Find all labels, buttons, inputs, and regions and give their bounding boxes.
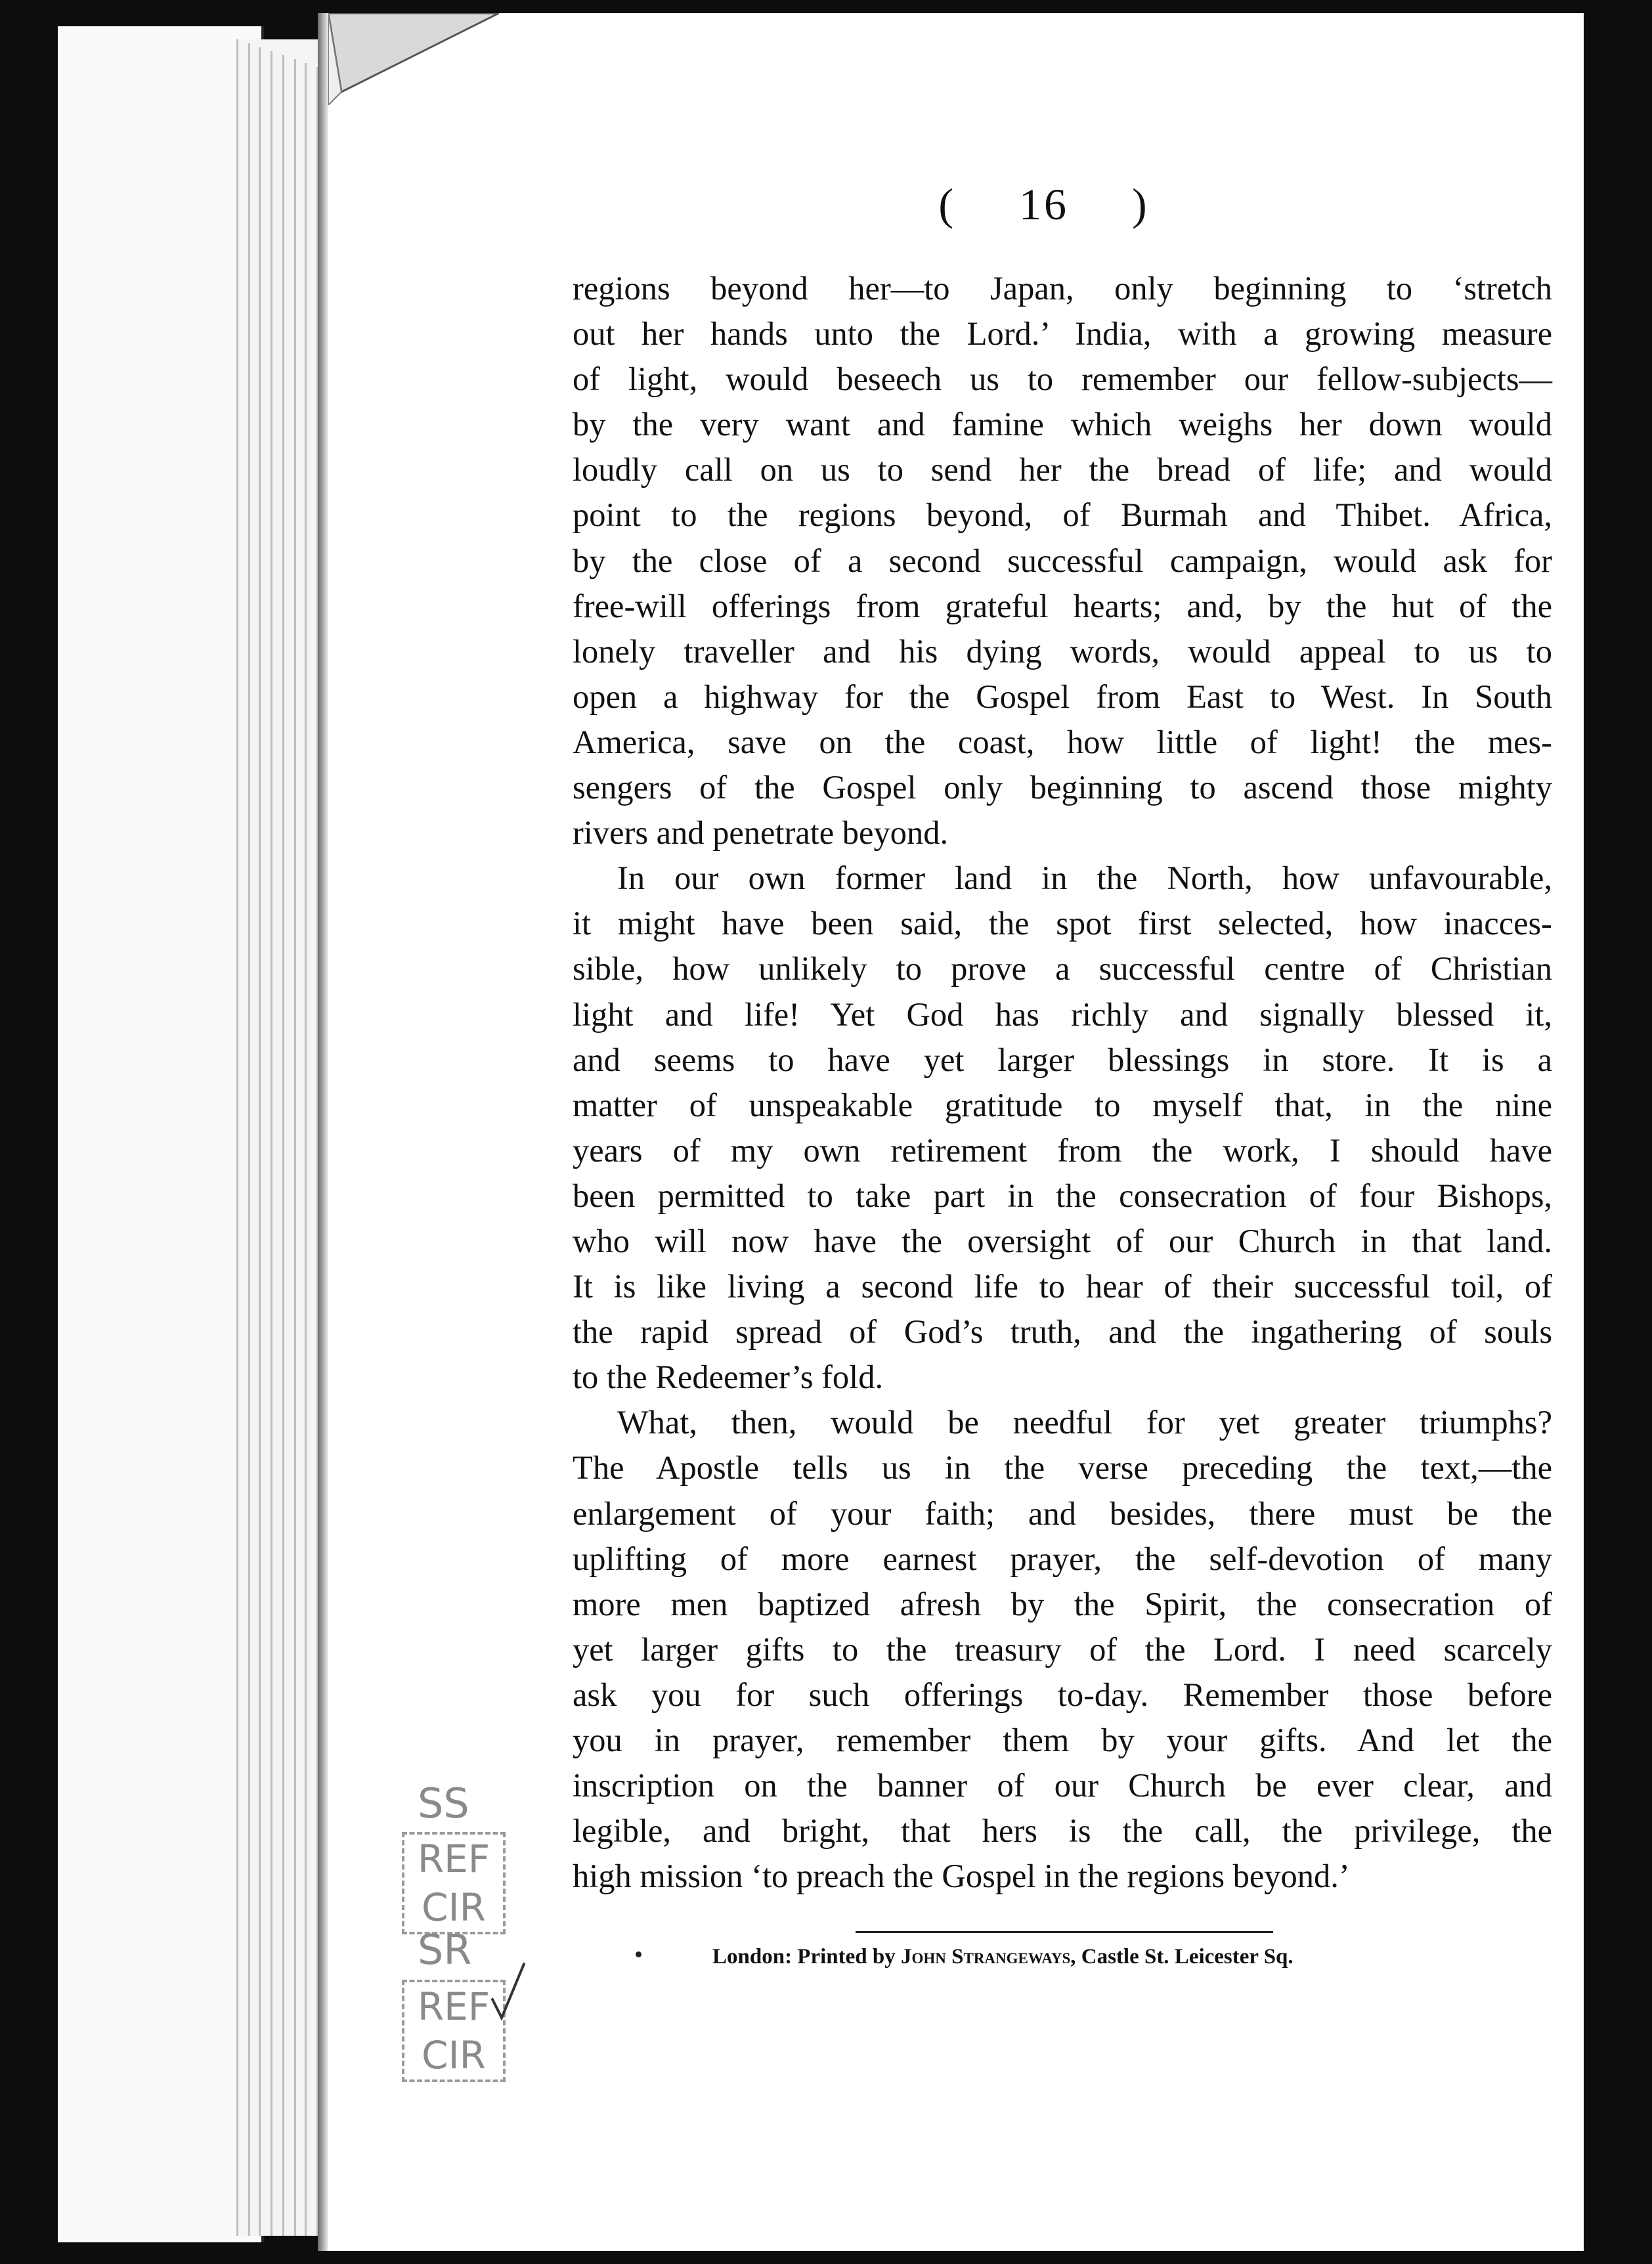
paragraph — [573, 856, 1552, 1400]
text-line: it might have been said, the spot first selected, how inacces- — [573, 905, 1552, 942]
text-line: out her hands unto the Lord.’ India, with a growing measure — [573, 315, 1552, 353]
text-line: It is like living a second life to hear of their successful toil, of — [573, 1268, 1552, 1305]
open-parenthesis: ( — [938, 179, 956, 229]
text-line: matter of unspeakable gratitude to myself that, in the nine — [573, 1086, 1552, 1123]
text-line: the rapid spread of God’s truth, and the ingathering of souls — [573, 1313, 1552, 1351]
text-line: legible, and bright, that hers is the call, the privilege, the — [573, 1812, 1552, 1850]
stamp-ss-label: SS — [418, 1779, 469, 1827]
text-line: sible, how unlikely to prove a successful centre of Christian — [573, 950, 1552, 988]
text-line: years of my own retirement from the work, I should have — [573, 1131, 1552, 1169]
text-line: point to the regions beyond, of Burmah and Thibet. Africa, — [573, 496, 1552, 534]
text-line: loudly call on us to send her the bread of life; and would — [573, 451, 1552, 489]
text-line: by the close of a second successful campaign, would ask for — [573, 542, 1552, 579]
text-line: free-will offerings from grateful hearts; and, by the hut of the — [573, 587, 1552, 624]
text-line: lonely traveller and his dying words, would appeal to us to — [573, 632, 1552, 670]
stamp-ref-text: REF — [417, 1837, 490, 1881]
imprint-suffix: , Castle St. Leicester Sq. — [1070, 1945, 1293, 1969]
imprint-printer: John Strangeways — [900, 1945, 1071, 1969]
previous-page-margin — [58, 26, 264, 2242]
text-line: yet larger gifts to the treasury of the Lord. I need scarcely — [573, 1630, 1552, 1668]
text-line: ask you for such offerings to-day. Remember those before — [573, 1676, 1552, 1713]
stamp-cir-text: CIR — [422, 1885, 486, 1930]
text-line: regions beyond her—to Japan, only beginning to ‘stretch — [573, 270, 1552, 307]
text-line: In our own former land in the North, how unfavourable, — [617, 860, 1552, 897]
imprint-prefix: London: Printed by — [712, 1945, 901, 1969]
imprint-bullet — [636, 1951, 641, 1957]
stamp-ref-text: REF — [417, 1984, 490, 2029]
close-parenthesis: ) — [1132, 179, 1150, 229]
text-line: by the very want and famine which weighs her down would — [573, 406, 1552, 443]
paragraph — [573, 266, 1552, 856]
stamp-cir-text: CIR — [422, 2033, 486, 2078]
text-line: more men baptized afresh by the Spirit, the consecration of — [573, 1585, 1552, 1622]
text-line: light and life! Yet God has richly and signally blessed it, — [573, 995, 1552, 1033]
text-line: enlargement of your faith; and besides, there must be the — [573, 1494, 1552, 1532]
footer-rule — [856, 1931, 1273, 1933]
page-number — [906, 179, 1182, 230]
text-line: of light, would beseech us to remember our fellow-subjects— — [573, 360, 1552, 398]
stamp-ref-cir-top — [402, 1832, 506, 1934]
text-line: The Apostle tells us in the verse preceding the text,—the — [573, 1449, 1552, 1487]
check-mark-icon — [489, 1960, 528, 2026]
text-line: high mission ‘to preach the Gospel in the regions beyond.’ — [573, 1858, 1350, 1895]
text-line: uplifting of more earnest prayer, the self-devotion of many — [573, 1540, 1552, 1577]
page-number-value: 16 — [1019, 179, 1069, 229]
text-line: open a highway for the Gospel from East to West. In South — [573, 678, 1552, 715]
text-line: rivers and penetrate beyond. — [573, 814, 949, 852]
paragraph — [573, 1400, 1552, 1899]
text-line: been permitted to take part in the consecration of four Bishops, — [573, 1177, 1552, 1214]
text-line: to the Redeemer’s fold. — [573, 1359, 884, 1396]
text-line: who will now have the oversight of our Church in that land. — [573, 1222, 1552, 1259]
text-line: and seems to have yet larger blessings in store. It is a — [573, 1041, 1552, 1078]
text-line: What, then, would be needful for yet greater triumphs? — [617, 1404, 1552, 1441]
text-line: America, save on the coast, how little of light! the mes- — [573, 723, 1552, 760]
stamp-sr-label: SR — [418, 1926, 472, 1974]
text-line: inscription on the banner of our Church be ever clear, and — [573, 1767, 1552, 1804]
text-line: sengers of the Gospel only beginning to ascend those mighty — [573, 769, 1552, 806]
folded-corner — [328, 13, 499, 105]
body-text — [573, 266, 1552, 1899]
text-line: you in prayer, remember them by your gifts. And let the — [573, 1722, 1552, 1758]
